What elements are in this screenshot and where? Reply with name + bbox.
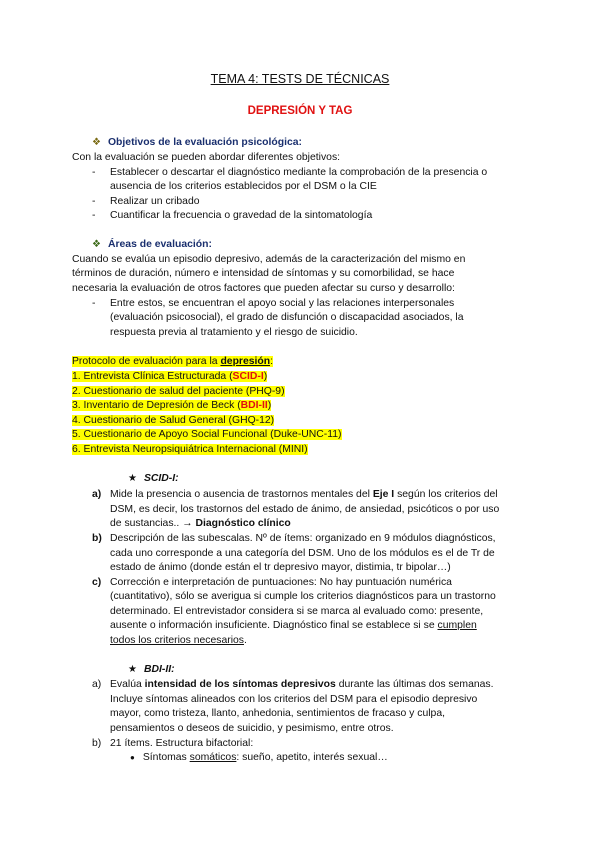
protocol-item: 3. Inventario de Depresión de Beck (BDI-II) <box>72 400 272 411</box>
section-heading-text: Áreas de evaluación: <box>107 239 212 250</box>
paragraph-line: ausente o información insuficiente. Diagnóstico final se establece si se cumplen <box>110 620 477 631</box>
section-heading-text: Objetivos de la evaluación psicológica: <box>107 137 302 148</box>
paragraph-line: cada uno corresponde a una categoría del DSM. Uno de los módulos es el de Tr de <box>110 548 495 559</box>
paragraph-line: Incluye síntomas alineados con los criterios del DSM para el episodio depresivo <box>110 694 478 705</box>
protocol-heading: Protocolo de evaluación para la depresión: <box>72 356 273 367</box>
dash-bullet-icon: - <box>92 196 96 207</box>
paragraph-line: necesaria la evaluación de otros factores que pueden afectar su curso y desarrollo: <box>72 283 455 294</box>
star-bullet-icon: ★ <box>128 473 137 484</box>
paragraph-line: Con la evaluación se pueden abordar diferentes objetivos: <box>72 152 341 163</box>
protocol-keyword: depresión <box>220 356 271 367</box>
protocol-item: 2. Cuestionario de salud del paciente (PHQ-9) <box>72 386 285 397</box>
scid-heading: ★ SCID-I: <box>128 473 179 484</box>
paragraph-line: Corrección e interpretación de puntuaciones: No hay puntuación numérica <box>110 577 452 588</box>
diamond-bullet-icon: ❖ <box>92 137 101 148</box>
list-item-continuation: ausencia de los criterios establecidos por el DSM o la CIE <box>110 181 377 192</box>
paragraph-line: términos de duración, número e intensidad de síntomas y su comorbilidad, se hace <box>72 268 455 279</box>
paragraph-line: determinado. El entrevistador considera si se marca al evaluado como: presente, <box>110 606 484 617</box>
list-item: ● Síntomas somáticos: sueño, apetito, interés sexual… <box>130 752 388 763</box>
paragraph-line: (cuantitativo), sólo se averigua si cumple los criterios diagnósticos para un trastorno <box>110 591 496 602</box>
star-bullet-icon: ★ <box>128 664 137 675</box>
document-title: TEMA 4: TESTS DE TÉCNICAS <box>210 72 390 86</box>
list-label: c) <box>92 577 102 588</box>
section-areas-heading <box>92 238 212 251</box>
paragraph-line: 21 ítems. Estructura bifactorial: <box>110 738 254 749</box>
list-item-continuation: respuesta previa al tratamiento y el riesgo de suicidio. <box>110 327 358 338</box>
dot-bullet-icon: ● <box>130 753 135 762</box>
section-objetivos-heading <box>92 136 302 149</box>
protocol-item: 4. Cuestionario de Salud General (GHQ-12) <box>72 415 275 426</box>
paragraph-line: estado de ánimo (donde están el tr depresivo mayor, distimia, tr bipolar…) <box>110 562 451 573</box>
paragraph-line: de sustancias.. → Diagnóstico clínico <box>110 518 291 529</box>
paragraph-line: Evalúa intensidad de los síntomas depresivos durante las últimas dos semanas. <box>110 679 494 690</box>
list-label: a) <box>92 489 102 500</box>
dash-bullet-icon: - <box>92 298 96 309</box>
paragraph-line: Mide la presencia o ausencia de trastornos mentales del Eje I según los criterios del <box>110 489 498 500</box>
bdi-heading: ★ BDI-II: <box>128 664 175 675</box>
list-label: a) <box>92 679 102 690</box>
paragraph-line: pensamientos o deseos de suicidio, y pesimismo, entre otros. <box>110 723 394 734</box>
protocol-item: 6. Entrevista Neuropsiquiátrica Internacional (MINI) <box>72 444 308 455</box>
list-label: b) <box>92 533 102 544</box>
protocol-item: 5. Cuestionario de Apoyo Social Funcional (Duke-UNC-11) <box>72 429 342 440</box>
dash-bullet-icon: - <box>92 210 96 221</box>
paragraph-line: Descripción de las subescalas. Nº de ítems: organizado en 9 módulos diagnósticos, <box>110 533 496 544</box>
document-page: TEMA 4: TESTS DE TÉCNICAS DEPRESIÓN Y TAG ❖ Objetivos de la evaluación psicológica: Con la evaluación se pueden abordar diferentes objetivos: - Establecer o descartar el diagnóstico mediante la comprobación de la presencia o ausencia de los criterios establecidos por el DSM o la CIE - Realizar un cribado - Cuantificar la frecuencia o gravedad de la sintomatología ❖ Áreas de evaluación: Cuando se evalúa un episodio depresivo, además de la caracterización del mismo en términos de duración, número e intensidad de síntomas y su comorbilidad, se hace necesaria la evaluación de otros factores que pueden afectar su curso y desarrollo: - Entre estos, se encuentran el apoyo social y las relaciones interpersonales (evaluación psicosocial), el grado de disfunción o discapacidad asociados, la respuesta previa al tratamiento y el riesgo de suicidio. Protocolo de evaluación para la depresión: 1. Entrevista Clínica Estructurada (SCID-I) 2. Cuestionario de salud del paciente (PHQ-9) 3. Inventario de Depresión de Beck (BDI-II) 4. Cuestionario de Salud General (GHQ-12) 5. Cuestionario de Apoyo Social Funcional (Duke-UNC-11) 6. Entrevista Neuropsiquiátrica Internacional (MINI) ★ SCID-I: a) Mide la presencia o ausencia de trastornos mentales del Eje I según los criterios del DSM, es decir, los trastornos del estado de ánimo, de ansiedad, psicóticos o por uso de sustancias.. → Diagnóstico clínico b) Descripción de las subescalas. Nº de ítems: organizado en 9 módulos diagnósticos, cada uno corresponde a una categoría del DSM. Uno de los módulos es el de Tr de estado de ánimo (donde están el tr depresivo mayor, distimia, tr bipolar…) c) Corrección e interpretación de puntuaciones: No hay puntuación numérica (cuantitativo), sólo se averigua si cumple los criterios diagnósticos para un trastorno determinado. El entrevistador considera si se marca al evaluado como: presente, ausente o información insuficiente. Diagnóstico final se establece si se cumplen todos los criterios necesarios. ★ BDI-II: a) Evalúa intensidad de los síntomas depresivos durante las últimas dos semanas. Incluye síntomas alineados con los criterios del DSM para el episodio depresivo mayor, como tristeza, llanto, anhedonia, sentimientos de fracaso y culpa, pensamientos o deseos de suicidio, y pesimismo, entre otros. b) 21 ítems. Estructura bifactorial: ● Síntomas somáticos: sueño, apetito, interés sexual… <box>0 0 600 848</box>
document-subtitle: DEPRESIÓN Y TAG <box>247 105 353 117</box>
diamond-bullet-icon: ❖ <box>92 239 101 250</box>
paragraph-line: mayor, como tristeza, llanto, anhedonia, sentimientos de fracaso y culpa, <box>110 708 445 719</box>
paragraph-line: DSM, es decir, los trastornos del estado de ánimo, de ansiedad, psicóticos o por uso <box>110 504 500 515</box>
dash-bullet-icon: - <box>92 167 96 178</box>
protocol-item: 1. Entrevista Clínica Estructurada (SCID-I) <box>72 371 268 382</box>
list-item-continuation: (evaluación psicosocial), el grado de disfunción o discapacidad asociados, la <box>110 312 464 323</box>
paragraph-line: todos los criterios necesarios. <box>110 635 247 646</box>
paragraph-line: Cuando se evalúa un episodio depresivo, además de la caracterización del mismo en <box>72 254 466 265</box>
list-label: b) <box>92 738 102 749</box>
